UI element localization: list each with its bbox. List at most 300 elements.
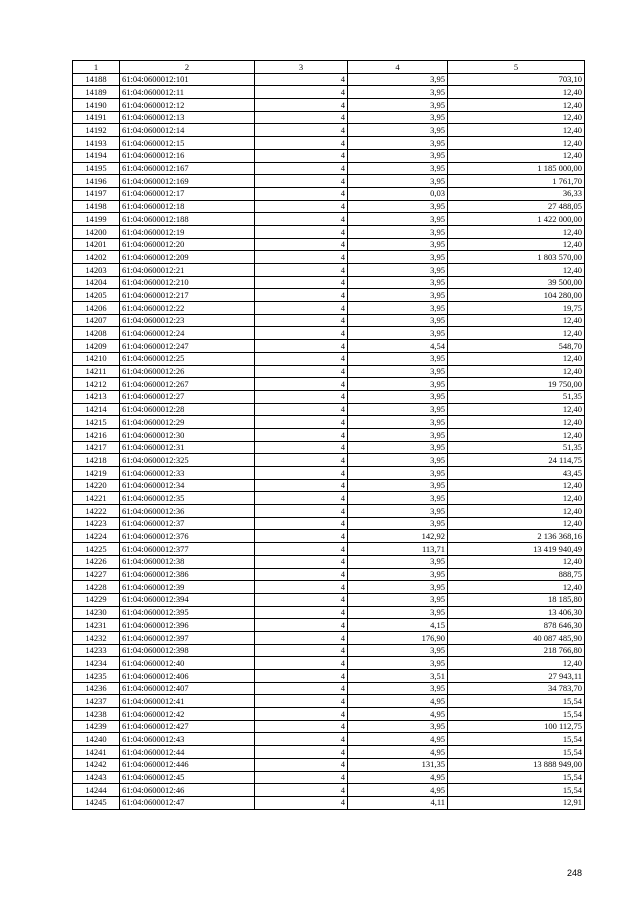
table-row	[73, 149, 585, 162]
row-number-cell: 14189	[73, 86, 120, 99]
table-row	[73, 340, 585, 353]
row-number-cell: 14232	[73, 631, 120, 644]
row-number-cell: 14210	[73, 352, 120, 365]
cadastral-number-cell: 61:04:0600012:376	[120, 530, 255, 543]
column-header-5: 5	[448, 61, 585, 74]
column-4-cell: 176,90	[348, 631, 448, 644]
table-row	[73, 276, 585, 289]
column-4-cell: 3,95	[348, 581, 448, 594]
cadastral-number-cell: 61:04:0600012:24	[120, 327, 255, 340]
column-5-cell: 1 803 570,00	[448, 251, 585, 264]
table-row	[73, 99, 585, 112]
row-number-cell: 14196	[73, 175, 120, 188]
column-5-cell: 548,70	[448, 340, 585, 353]
table-row	[73, 606, 585, 619]
row-number-cell: 14234	[73, 657, 120, 670]
cadastral-number-cell: 61:04:0600012:407	[120, 682, 255, 695]
column-5-cell: 13 888 949,00	[448, 758, 585, 771]
cadastral-number-cell: 61:04:0600012:21	[120, 264, 255, 277]
row-number-cell: 14216	[73, 428, 120, 441]
column-5-cell: 12,40	[448, 657, 585, 670]
column-3-cell: 4	[255, 390, 348, 403]
column-5-cell: 12,40	[448, 365, 585, 378]
column-4-cell: 4,54	[348, 340, 448, 353]
column-3-cell: 4	[255, 555, 348, 568]
row-number-cell: 14206	[73, 302, 120, 315]
column-3-cell: 4	[255, 454, 348, 467]
column-3-cell: 4	[255, 276, 348, 289]
column-4-cell: 3,95	[348, 238, 448, 251]
row-number-cell: 14243	[73, 771, 120, 784]
column-3-cell: 4	[255, 352, 348, 365]
column-3-cell: 4	[255, 378, 348, 391]
column-3-cell: 4	[255, 416, 348, 429]
column-5-cell: 878 646,30	[448, 619, 585, 632]
column-3-cell: 4	[255, 746, 348, 759]
column-5-cell: 12,40	[448, 86, 585, 99]
row-number-cell: 14221	[73, 492, 120, 505]
column-5-cell: 104 280,00	[448, 289, 585, 302]
column-4-cell: 3,95	[348, 416, 448, 429]
cadastral-number-cell: 61:04:0600012:247	[120, 340, 255, 353]
column-4-cell: 3,95	[348, 441, 448, 454]
table-row	[73, 213, 585, 226]
column-5-cell: 27 488,05	[448, 200, 585, 213]
column-4-cell: 3,95	[348, 162, 448, 175]
column-4-cell: 3,95	[348, 365, 448, 378]
column-5-cell: 40 087 485,90	[448, 631, 585, 644]
table-row	[73, 225, 585, 238]
column-3-cell: 4	[255, 670, 348, 683]
column-3-cell: 4	[255, 149, 348, 162]
row-number-cell: 14213	[73, 390, 120, 403]
row-number-cell: 14230	[73, 606, 120, 619]
table-header-row	[73, 61, 585, 74]
column-4-cell: 4,95	[348, 771, 448, 784]
cadastral-number-cell: 61:04:0600012:23	[120, 314, 255, 327]
cadastral-number-cell: 61:04:0600012:47	[120, 796, 255, 809]
column-4-cell: 3,95	[348, 657, 448, 670]
column-5-cell: 19 750,00	[448, 378, 585, 391]
column-4-cell: 3,95	[348, 124, 448, 137]
cadastral-number-cell: 61:04:0600012:169	[120, 175, 255, 188]
column-3-cell: 4	[255, 708, 348, 721]
column-5-cell: 15,54	[448, 695, 585, 708]
column-4-cell: 3,95	[348, 73, 448, 86]
column-3-cell: 4	[255, 467, 348, 480]
column-3-cell: 4	[255, 340, 348, 353]
table-row	[73, 314, 585, 327]
column-3-cell: 4	[255, 758, 348, 771]
table-row	[73, 111, 585, 124]
column-5-cell: 12,40	[448, 137, 585, 150]
column-5-cell: 13 419 940,49	[448, 543, 585, 556]
row-number-cell: 14245	[73, 796, 120, 809]
column-5-cell: 36,33	[448, 187, 585, 200]
row-number-cell: 14199	[73, 213, 120, 226]
column-5-cell: 43,45	[448, 467, 585, 480]
table-row	[73, 302, 585, 315]
cadastral-number-cell: 61:04:0600012:39	[120, 581, 255, 594]
cadastral-number-cell: 61:04:0600012:209	[120, 251, 255, 264]
column-3-cell: 4	[255, 314, 348, 327]
column-3-cell: 4	[255, 302, 348, 315]
column-4-cell: 3,95	[348, 644, 448, 657]
column-3-cell: 4	[255, 225, 348, 238]
row-number-cell: 14197	[73, 187, 120, 200]
column-header-1: 1	[73, 61, 120, 74]
cadastral-number-cell: 61:04:0600012:12	[120, 99, 255, 112]
row-number-cell: 14203	[73, 264, 120, 277]
table-row	[73, 670, 585, 683]
row-number-cell: 14188	[73, 73, 120, 86]
column-3-cell: 4	[255, 162, 348, 175]
table-row	[73, 619, 585, 632]
column-3-cell: 4	[255, 251, 348, 264]
column-5-cell: 27 943,11	[448, 670, 585, 683]
column-3-cell: 4	[255, 124, 348, 137]
column-4-cell: 4,95	[348, 708, 448, 721]
row-number-cell: 14239	[73, 720, 120, 733]
column-4-cell: 3,95	[348, 492, 448, 505]
column-3-cell: 4	[255, 86, 348, 99]
cadastral-number-cell: 61:04:0600012:41	[120, 695, 255, 708]
column-3-cell: 4	[255, 619, 348, 632]
column-3-cell: 4	[255, 187, 348, 200]
table-row	[73, 403, 585, 416]
row-number-cell: 14205	[73, 289, 120, 302]
row-number-cell: 14209	[73, 340, 120, 353]
cadastral-number-cell: 61:04:0600012:11	[120, 86, 255, 99]
table-row	[73, 479, 585, 492]
page-number: 248	[566, 868, 582, 878]
cadastral-number-cell: 61:04:0600012:446	[120, 758, 255, 771]
column-5-cell: 34 783,70	[448, 682, 585, 695]
row-number-cell: 14222	[73, 505, 120, 518]
column-3-cell: 4	[255, 796, 348, 809]
column-3-cell: 4	[255, 784, 348, 797]
column-5-cell: 703,10	[448, 73, 585, 86]
cadastral-number-cell: 61:04:0600012:19	[120, 225, 255, 238]
cadastral-number-cell: 61:04:0600012:188	[120, 213, 255, 226]
column-4-cell: 3,95	[348, 403, 448, 416]
column-3-cell: 4	[255, 264, 348, 277]
column-3-cell: 4	[255, 99, 348, 112]
cadastral-number-cell: 61:04:0600012:377	[120, 543, 255, 556]
table-row	[73, 796, 585, 809]
column-3-cell: 4	[255, 73, 348, 86]
column-4-cell: 3,95	[348, 479, 448, 492]
table-row	[73, 517, 585, 530]
cadastral-number-cell: 61:04:0600012:398	[120, 644, 255, 657]
column-3-cell: 4	[255, 543, 348, 556]
table-row	[73, 137, 585, 150]
row-number-cell: 14208	[73, 327, 120, 340]
table-row	[73, 555, 585, 568]
row-number-cell: 14226	[73, 555, 120, 568]
column-5-cell: 12,40	[448, 149, 585, 162]
column-5-cell: 12,40	[448, 492, 585, 505]
column-3-cell: 4	[255, 492, 348, 505]
column-3-cell: 4	[255, 200, 348, 213]
column-3-cell: 4	[255, 771, 348, 784]
column-3-cell: 4	[255, 644, 348, 657]
cadastral-number-cell: 61:04:0600012:30	[120, 428, 255, 441]
row-number-cell: 14204	[73, 276, 120, 289]
cadastral-number-cell: 61:04:0600012:44	[120, 746, 255, 759]
column-5-cell: 12,40	[448, 264, 585, 277]
column-4-cell: 3,95	[348, 352, 448, 365]
column-3-cell: 4	[255, 593, 348, 606]
column-4-cell: 3,95	[348, 378, 448, 391]
column-5-cell: 12,40	[448, 555, 585, 568]
cadastral-number-cell: 61:04:0600012:267	[120, 378, 255, 391]
column-4-cell: 4,95	[348, 733, 448, 746]
column-4-cell: 3,95	[348, 276, 448, 289]
row-number-cell: 14198	[73, 200, 120, 213]
column-3-cell: 4	[255, 479, 348, 492]
column-5-cell: 18 185,80	[448, 593, 585, 606]
column-header-2: 2	[120, 61, 255, 74]
row-number-cell: 14193	[73, 137, 120, 150]
column-4-cell: 3,95	[348, 593, 448, 606]
column-4-cell: 3,95	[348, 555, 448, 568]
row-number-cell: 14228	[73, 581, 120, 594]
column-3-cell: 4	[255, 606, 348, 619]
column-5-cell: 15,54	[448, 746, 585, 759]
cadastral-number-cell: 61:04:0600012:31	[120, 441, 255, 454]
table-row	[73, 682, 585, 695]
cadastral-number-cell: 61:04:0600012:395	[120, 606, 255, 619]
row-number-cell: 14236	[73, 682, 120, 695]
column-4-cell: 4,95	[348, 695, 448, 708]
cadastral-number-cell: 61:04:0600012:217	[120, 289, 255, 302]
cadastral-number-cell: 61:04:0600012:167	[120, 162, 255, 175]
column-5-cell: 12,40	[448, 428, 585, 441]
table-row	[73, 175, 585, 188]
column-5-cell: 100 112,75	[448, 720, 585, 733]
column-5-cell: 15,54	[448, 784, 585, 797]
row-number-cell: 14227	[73, 568, 120, 581]
table-row	[73, 733, 585, 746]
column-5-cell: 24 114,75	[448, 454, 585, 467]
table-row	[73, 428, 585, 441]
row-number-cell: 14194	[73, 149, 120, 162]
table-row	[73, 365, 585, 378]
table-row	[73, 695, 585, 708]
row-number-cell: 14214	[73, 403, 120, 416]
column-5-cell: 12,40	[448, 314, 585, 327]
cadastral-number-cell: 61:04:0600012:396	[120, 619, 255, 632]
table-row	[73, 758, 585, 771]
column-4-cell: 3,95	[348, 251, 448, 264]
table-row	[73, 657, 585, 670]
cadastral-number-cell: 61:04:0600012:13	[120, 111, 255, 124]
column-4-cell: 3,95	[348, 99, 448, 112]
table-row	[73, 251, 585, 264]
cadastral-number-cell: 61:04:0600012:386	[120, 568, 255, 581]
table-row	[73, 771, 585, 784]
row-number-cell: 14220	[73, 479, 120, 492]
row-number-cell: 14240	[73, 733, 120, 746]
column-4-cell: 3,95	[348, 467, 448, 480]
column-5-cell: 888,75	[448, 568, 585, 581]
row-number-cell: 14223	[73, 517, 120, 530]
table-row	[73, 200, 585, 213]
row-number-cell: 14235	[73, 670, 120, 683]
column-4-cell: 3,95	[348, 289, 448, 302]
cadastral-number-cell: 61:04:0600012:33	[120, 467, 255, 480]
column-5-cell: 12,40	[448, 238, 585, 251]
column-5-cell: 12,40	[448, 517, 585, 530]
column-5-cell: 12,40	[448, 416, 585, 429]
column-header-3: 3	[255, 61, 348, 74]
cadastral-number-cell: 61:04:0600012:26	[120, 365, 255, 378]
table-row	[73, 327, 585, 340]
row-number-cell: 14202	[73, 251, 120, 264]
column-3-cell: 4	[255, 720, 348, 733]
column-3-cell: 4	[255, 733, 348, 746]
table-row	[73, 124, 585, 137]
column-5-cell: 39 500,00	[448, 276, 585, 289]
column-3-cell: 4	[255, 517, 348, 530]
column-5-cell: 218 766,80	[448, 644, 585, 657]
column-4-cell: 3,95	[348, 682, 448, 695]
row-number-cell: 14244	[73, 784, 120, 797]
row-number-cell: 14200	[73, 225, 120, 238]
column-4-cell: 3,95	[348, 505, 448, 518]
cadastral-number-cell: 61:04:0600012:101	[120, 73, 255, 86]
column-3-cell: 4	[255, 213, 348, 226]
table-row	[73, 720, 585, 733]
column-4-cell: 0,03	[348, 187, 448, 200]
column-3-cell: 4	[255, 403, 348, 416]
column-4-cell: 113,71	[348, 543, 448, 556]
table-row	[73, 454, 585, 467]
row-number-cell: 14195	[73, 162, 120, 175]
column-3-cell: 4	[255, 137, 348, 150]
table-row	[73, 492, 585, 505]
table-row	[73, 631, 585, 644]
cadastral-number-cell: 61:04:0600012:16	[120, 149, 255, 162]
table-row	[73, 73, 585, 86]
table-row	[73, 543, 585, 556]
cadastral-number-cell: 61:04:0600012:20	[120, 238, 255, 251]
row-number-cell: 14219	[73, 467, 120, 480]
cadastral-number-cell: 61:04:0600012:35	[120, 492, 255, 505]
column-3-cell: 4	[255, 581, 348, 594]
cadastral-number-cell: 61:04:0600012:14	[120, 124, 255, 137]
column-4-cell: 3,51	[348, 670, 448, 683]
column-5-cell: 12,40	[448, 225, 585, 238]
cadastral-number-cell: 61:04:0600012:18	[120, 200, 255, 213]
row-number-cell: 14238	[73, 708, 120, 721]
table-row	[73, 264, 585, 277]
row-number-cell: 14229	[73, 593, 120, 606]
cadastral-number-cell: 61:04:0600012:15	[120, 137, 255, 150]
column-4-cell: 3,95	[348, 149, 448, 162]
column-header-4: 4	[348, 61, 448, 74]
column-5-cell: 12,91	[448, 796, 585, 809]
table-row	[73, 581, 585, 594]
cadastral-number-cell: 61:04:0600012:28	[120, 403, 255, 416]
cadastral-number-cell: 61:04:0600012:25	[120, 352, 255, 365]
column-3-cell: 4	[255, 682, 348, 695]
column-5-cell: 12,40	[448, 505, 585, 518]
table-row	[73, 416, 585, 429]
row-number-cell: 14191	[73, 111, 120, 124]
column-4-cell: 3,95	[348, 302, 448, 315]
table-row	[73, 467, 585, 480]
table-row	[73, 162, 585, 175]
cadastral-number-cell: 61:04:0600012:394	[120, 593, 255, 606]
row-number-cell: 14237	[73, 695, 120, 708]
table-row	[73, 644, 585, 657]
cadastral-number-cell: 61:04:0600012:406	[120, 670, 255, 683]
column-4-cell: 4,11	[348, 796, 448, 809]
data-table	[72, 60, 585, 810]
column-4-cell: 3,95	[348, 517, 448, 530]
column-3-cell: 4	[255, 428, 348, 441]
column-5-cell: 51,35	[448, 441, 585, 454]
row-number-cell: 14215	[73, 416, 120, 429]
column-5-cell: 1 185 000,00	[448, 162, 585, 175]
row-number-cell: 14225	[73, 543, 120, 556]
cadastral-number-cell: 61:04:0600012:45	[120, 771, 255, 784]
cadastral-number-cell: 61:04:0600012:17	[120, 187, 255, 200]
cadastral-number-cell: 61:04:0600012:36	[120, 505, 255, 518]
column-3-cell: 4	[255, 505, 348, 518]
cadastral-number-cell: 61:04:0600012:37	[120, 517, 255, 530]
column-5-cell: 13 406,30	[448, 606, 585, 619]
row-number-cell: 14242	[73, 758, 120, 771]
column-5-cell: 12,40	[448, 479, 585, 492]
table-body	[73, 61, 585, 810]
column-5-cell: 2 136 368,16	[448, 530, 585, 543]
cadastral-number-cell: 61:04:0600012:397	[120, 631, 255, 644]
column-5-cell: 12,40	[448, 581, 585, 594]
table-row	[73, 187, 585, 200]
column-5-cell: 12,40	[448, 352, 585, 365]
row-number-cell: 14190	[73, 99, 120, 112]
cadastral-number-cell: 61:04:0600012:38	[120, 555, 255, 568]
table-row	[73, 530, 585, 543]
column-3-cell: 4	[255, 695, 348, 708]
column-3-cell: 4	[255, 327, 348, 340]
cadastral-number-cell: 61:04:0600012:43	[120, 733, 255, 746]
cadastral-number-cell: 61:04:0600012:210	[120, 276, 255, 289]
column-4-cell: 4,95	[348, 746, 448, 759]
column-4-cell: 3,95	[348, 606, 448, 619]
column-5-cell: 12,40	[448, 403, 585, 416]
row-number-cell: 14231	[73, 619, 120, 632]
cadastral-number-cell: 61:04:0600012:42	[120, 708, 255, 721]
column-5-cell: 12,40	[448, 99, 585, 112]
cadastral-number-cell: 61:04:0600012:34	[120, 479, 255, 492]
column-4-cell: 4,15	[348, 619, 448, 632]
table-row	[73, 593, 585, 606]
column-3-cell: 4	[255, 530, 348, 543]
column-4-cell: 3,95	[348, 327, 448, 340]
row-number-cell: 14207	[73, 314, 120, 327]
column-4-cell: 3,95	[348, 454, 448, 467]
column-5-cell: 12,40	[448, 111, 585, 124]
column-3-cell: 4	[255, 111, 348, 124]
column-5-cell: 51,35	[448, 390, 585, 403]
column-5-cell: 15,54	[448, 733, 585, 746]
column-3-cell: 4	[255, 289, 348, 302]
table-row	[73, 568, 585, 581]
